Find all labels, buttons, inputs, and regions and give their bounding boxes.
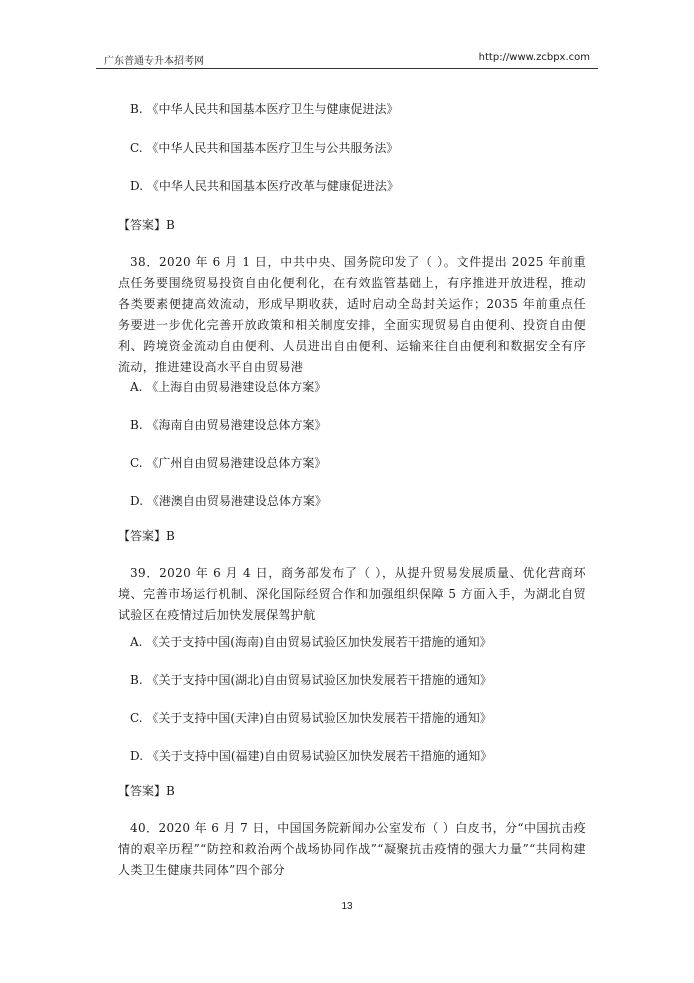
page-header — [96, 52, 598, 69]
q37-option-d: D. 《中华人民共和国基本医疗改革与健康促进法》 — [130, 179, 399, 193]
page-number: 13 — [341, 901, 353, 912]
q39-option-d: D. 《关于支持中国(福建)自由贸易试验区加快发展若干措施的通知》 — [130, 749, 493, 763]
q38-question: 38．2020 年 6 月 1 日，中共中央、国务院印发了（ ）。文件提出 2025 年前重点任务要围绕贸易投资自由化便利化，在有效监管基础上，有序推进开放进程，推动各类要素便捷高效流动，形成早期收获，适时启动全岛封关运作；2035 年前重点任务要进一步优化完善开放政策和相关制度安排，全面实现贸易自由便利、投资自由便利、跨境资金流动自由便利、人员进出自由便利、运输来往自由便利和数据安全有序流动，推进建设高水平自由贸易港 — [118, 255, 586, 374]
q40-question: 40．2020 年 6 月 7 日，中国国务院新闻办公室发布（ ）白皮书，分“中国抗击疫情的艰辛历程”“防控和救治两个战场协同作战”“凝聚抗击疫情的强大力量”“共同构建人类卫生健康共同体”四个部分 — [118, 821, 586, 877]
q39-question: 39．2020 年 6 月 4 日，商务部发布了（ ），从提升贸易发展质量、优化营商环境、完善市场运行机制、深化国际经贸合作和加强组织保障 5 方面入手，为湖北自贸试验区在疫情过后加快发展保驾护航 — [118, 566, 586, 622]
header-url: http://www.zcbpx.com — [478, 52, 590, 63]
q38-option-b: B. 《海南自由贸易港建设总体方案》 — [130, 418, 327, 432]
q37-option-c: C. 《中华人民共和国基本医疗卫生与公共服务法》 — [130, 141, 399, 155]
q39-option-c: C. 《关于支持中国(天津)自由贸易试验区加快发展若干措施的通知》 — [130, 711, 492, 725]
q38-option-a: A. 《上海自由贸易港建设总体方案》 — [130, 380, 327, 394]
q37-answer: 【答案】B — [118, 218, 175, 232]
q37-option-b: B. 《中华人民共和国基本医疗卫生与健康促进法》 — [130, 102, 399, 116]
header-site-name: 广东普通专升本招考网 — [104, 56, 204, 67]
q38-option-c: C. 《广州自由贸易港建设总体方案》 — [130, 456, 327, 470]
q39-option-a: A. 《关于支持中国(海南)自由贸易试验区加快发展若干措施的通知》 — [130, 635, 492, 649]
q38-answer: 【答案】B — [118, 529, 175, 543]
q39-answer: 【答案】B — [118, 784, 175, 798]
q38-option-d: D. 《港澳自由贸易港建设总体方案》 — [130, 494, 327, 508]
q39-option-b: B. 《关于支持中国(湖北)自由贸易试验区加快发展若干措施的通知》 — [130, 673, 492, 687]
